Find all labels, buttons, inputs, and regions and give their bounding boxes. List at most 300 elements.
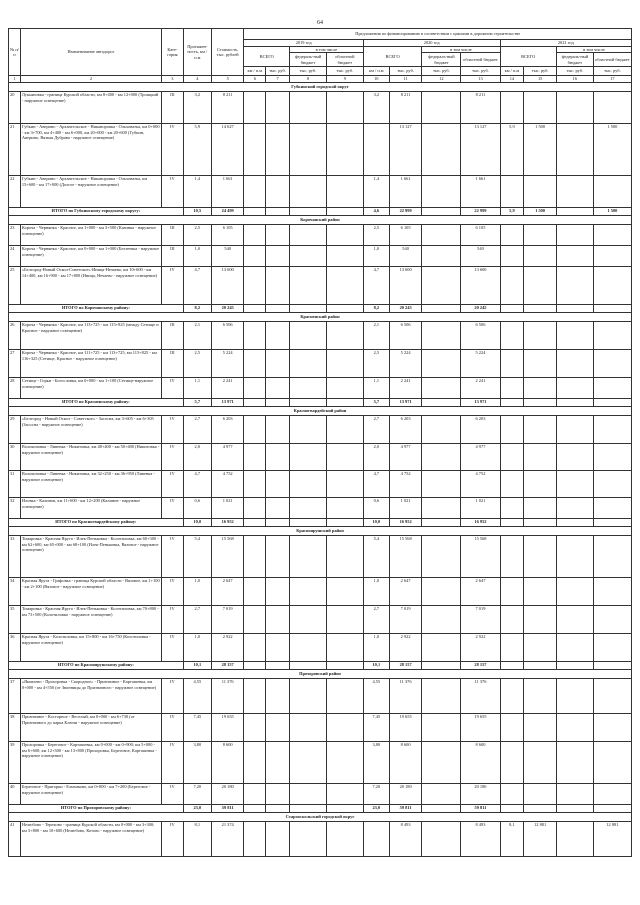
financing-value: 2,5 bbox=[363, 225, 389, 246]
row-number: 21 bbox=[9, 124, 21, 176]
year-2021: 2021 год bbox=[500, 40, 632, 47]
financing-value bbox=[593, 784, 631, 805]
row-number: 35 bbox=[9, 606, 21, 634]
road-category: IV bbox=[162, 536, 184, 578]
financing-value bbox=[422, 822, 461, 857]
financing-value: 2,1 bbox=[363, 322, 389, 350]
financing-value bbox=[500, 578, 524, 606]
total-value bbox=[500, 805, 524, 813]
column-number: 2 bbox=[20, 76, 161, 83]
unit-rub: тыс. руб. bbox=[326, 67, 363, 76]
financing-value bbox=[593, 322, 631, 350]
financing-value bbox=[422, 444, 461, 471]
total-value bbox=[422, 208, 461, 216]
total-value bbox=[266, 399, 290, 407]
financing-value: 1 500 bbox=[593, 124, 631, 176]
financing-value bbox=[290, 267, 327, 305]
road-name: Томаровка - Красная Яруга - Илек-Пеньковка - Колотиловка, км 60+300 - км 62+600, км 65+000 - км 68+100 (Илек-Пеньковка, Вязовое - наружное освещение) bbox=[20, 536, 161, 578]
unit-km: км / п.м bbox=[363, 67, 389, 76]
financing-value bbox=[556, 225, 593, 246]
unit-rub: тыс. руб. bbox=[524, 67, 557, 76]
road-category: IV bbox=[162, 416, 184, 444]
financing-value bbox=[500, 378, 524, 399]
road-cost: 4 752 bbox=[211, 471, 244, 498]
road-category: IV bbox=[162, 606, 184, 634]
financing-value: 2,7 bbox=[363, 416, 389, 444]
row-number: 37 bbox=[9, 679, 21, 714]
financing-value bbox=[500, 606, 524, 634]
total-value bbox=[593, 399, 631, 407]
total-row bbox=[9, 399, 632, 407]
road-cost: 2 922 bbox=[211, 634, 244, 662]
road-length: 1,0 bbox=[183, 634, 211, 662]
financing-value bbox=[244, 679, 266, 714]
unit-rub: тыс. руб. bbox=[593, 67, 631, 76]
financing-value bbox=[422, 416, 461, 444]
financing-value: 11 376 bbox=[389, 679, 422, 714]
financing-value: 2,7 bbox=[363, 606, 389, 634]
financing-value bbox=[556, 679, 593, 714]
financing-value bbox=[244, 714, 266, 742]
year-2020: 2020 год bbox=[363, 40, 500, 47]
financing-value bbox=[556, 742, 593, 784]
financing-value bbox=[244, 176, 266, 208]
total-value bbox=[422, 519, 461, 527]
road-cost: 5 224 bbox=[211, 350, 244, 378]
column-number: 5 bbox=[211, 76, 244, 83]
financing-value bbox=[266, 714, 290, 742]
total-value bbox=[244, 399, 266, 407]
financing-value bbox=[422, 471, 461, 498]
reg-2019: областной бюджет bbox=[326, 53, 363, 67]
financing-value bbox=[556, 714, 593, 742]
financing-value bbox=[326, 578, 363, 606]
financing-table bbox=[8, 28, 632, 857]
total-cost: 16 952 bbox=[211, 519, 244, 527]
road-cost: 2 241 bbox=[211, 378, 244, 399]
financing-value bbox=[422, 742, 461, 784]
column-number: 16 bbox=[556, 76, 593, 83]
road-category: III bbox=[162, 225, 184, 246]
road-cost: 6 203 bbox=[211, 416, 244, 444]
unit-rub: тыс. руб. bbox=[556, 67, 593, 76]
total-cost: 28 157 bbox=[211, 662, 244, 670]
column-numbers-row bbox=[9, 76, 632, 83]
section-title: Красногвардейский район bbox=[9, 407, 632, 416]
total-value bbox=[524, 305, 557, 313]
col-cost: Стоимость, тыс. рублей bbox=[211, 29, 244, 76]
row-number: 33 bbox=[9, 536, 21, 578]
road-cost: 1 021 bbox=[211, 498, 244, 519]
table-row bbox=[9, 784, 632, 805]
financing-value: 4 977 bbox=[461, 444, 500, 471]
road-category: IV bbox=[162, 444, 184, 471]
financing-value bbox=[266, 471, 290, 498]
financing-value bbox=[422, 378, 461, 399]
financing-value bbox=[556, 350, 593, 378]
financing-value bbox=[326, 225, 363, 246]
road-name: Сетище - Горки - Богословка, км 0+000 - км 1+100 (Сетище-наружное освещение) bbox=[20, 378, 161, 399]
financing-value: 13 127 bbox=[461, 124, 500, 176]
financing-value bbox=[500, 536, 524, 578]
financing-value: 8 493 bbox=[461, 822, 500, 857]
financing-value bbox=[593, 498, 631, 519]
reg-2020: областной бюджет bbox=[461, 53, 500, 67]
financing-value: 13 600 bbox=[389, 267, 422, 305]
road-cost: 21 374 bbox=[211, 822, 244, 857]
road-category: III bbox=[162, 322, 184, 350]
financing-value bbox=[593, 578, 631, 606]
table-row bbox=[9, 124, 632, 176]
road-name: Томаровка - Красная Яруга - Илек-Пеньковка - Колотиловка, км 70+800 - км 73+500 (Колотиловка - наружное освещение) bbox=[20, 606, 161, 634]
total-cost: 13 971 bbox=[211, 399, 244, 407]
column-number: 17 bbox=[593, 76, 631, 83]
total-value: 1 500 bbox=[593, 208, 631, 216]
financing-value bbox=[266, 378, 290, 399]
fed-2019: федераль-ный бюджет bbox=[290, 53, 327, 67]
row-number: 27 bbox=[9, 350, 21, 378]
total-value bbox=[266, 305, 290, 313]
road-name: Губкин - Аверино - Архангельское - Никаноровка - Ольховатка, км 0+000 - км 3+700, км 4+400 - км 6+000, км 20+000 - км 20+600 (Губкин, Аверино, Вязкая Дубрава - наружное освещение) bbox=[20, 124, 161, 176]
financing-value bbox=[244, 416, 266, 444]
row-number: 39 bbox=[9, 742, 21, 784]
financing-value: 19 655 bbox=[389, 714, 422, 742]
financing-value bbox=[326, 246, 363, 267]
financing-value: 7,45 bbox=[363, 714, 389, 742]
financing-value bbox=[326, 92, 363, 124]
road-cost: 1 661 bbox=[211, 176, 244, 208]
financing-value: 1 500 bbox=[524, 124, 557, 176]
financing-value bbox=[422, 634, 461, 662]
road-category: IV bbox=[162, 267, 184, 305]
total-value bbox=[266, 805, 290, 813]
financing-value bbox=[266, 536, 290, 578]
financing-value: 2 922 bbox=[389, 634, 422, 662]
road-name: «Белгород-Новый Оскол-Советское»-Иница-Нечаево, км 10+600 - км 14+400, км 16+900 - км 17+800 (Иница, Нечаево - наружное освещение) bbox=[20, 267, 161, 305]
column-number: 3 bbox=[162, 76, 184, 83]
financing-value: 4 752 bbox=[389, 471, 422, 498]
table-row bbox=[9, 471, 632, 498]
total-value bbox=[326, 805, 363, 813]
total-2019: ВСЕГО bbox=[244, 46, 290, 67]
total-value bbox=[290, 399, 327, 407]
financing-value: 6 105 bbox=[389, 225, 422, 246]
financing-value bbox=[290, 92, 327, 124]
financing-value: 7,20 bbox=[363, 784, 389, 805]
financing-value: 1,1 bbox=[363, 378, 389, 399]
financing-value bbox=[500, 350, 524, 378]
total-row bbox=[9, 208, 632, 216]
table-row bbox=[9, 679, 632, 714]
road-cost: 6 105 bbox=[211, 225, 244, 246]
financing-value: 7 019 bbox=[461, 606, 500, 634]
financing-value bbox=[593, 92, 631, 124]
row-number: 20 bbox=[9, 92, 21, 124]
financing-value bbox=[326, 784, 363, 805]
row-number: 23 bbox=[9, 225, 21, 246]
total-value bbox=[326, 399, 363, 407]
financing-value bbox=[290, 714, 327, 742]
financing-value bbox=[422, 679, 461, 714]
road-name: Иловка - Калинов, км 11+600 - км 12+200 (Калинов - наружное освещение) bbox=[20, 498, 161, 519]
road-category: IV bbox=[162, 679, 184, 714]
financing-value bbox=[556, 578, 593, 606]
total-2020: ВСЕГО bbox=[363, 46, 422, 67]
financing-value: 5 224 bbox=[389, 350, 422, 378]
financing-value bbox=[556, 267, 593, 305]
table-row bbox=[9, 444, 632, 471]
financing-value: 5,4 bbox=[363, 536, 389, 578]
road-cost: 8 600 bbox=[211, 742, 244, 784]
section-row bbox=[9, 216, 632, 225]
financing-value bbox=[326, 471, 363, 498]
road-category: IV bbox=[162, 784, 184, 805]
table-row bbox=[9, 498, 632, 519]
total-value bbox=[266, 519, 290, 527]
total-length: 10,0 bbox=[183, 519, 211, 527]
road-cost: 540 bbox=[211, 246, 244, 267]
financing-value bbox=[556, 378, 593, 399]
total-length: 10,5 bbox=[183, 208, 211, 216]
financing-value bbox=[500, 92, 524, 124]
financing-value bbox=[500, 225, 524, 246]
row-number: 32 bbox=[9, 498, 21, 519]
total-cost: 59 811 bbox=[211, 805, 244, 813]
total-value: 20 245 bbox=[389, 305, 422, 313]
financing-value bbox=[244, 742, 266, 784]
total-value bbox=[266, 662, 290, 670]
total-2021: ВСЕГО bbox=[500, 46, 556, 67]
financing-value bbox=[524, 578, 557, 606]
financing-value bbox=[244, 784, 266, 805]
road-name: Короча - Чернянка - Красное, км 111+725 - км 113+725, км 115+825 - км 116+325 (Сетище, Красное - наружное освещение) bbox=[20, 350, 161, 378]
road-category: IV bbox=[162, 176, 184, 208]
financing-value: 1,0 bbox=[363, 246, 389, 267]
financing-value bbox=[290, 378, 327, 399]
financing-value bbox=[244, 322, 266, 350]
financing-value bbox=[290, 578, 327, 606]
total-value: 10,1 bbox=[363, 662, 389, 670]
total-length: 5,7 bbox=[183, 399, 211, 407]
financing-value bbox=[593, 444, 631, 471]
financing-value bbox=[500, 416, 524, 444]
financing-value bbox=[593, 536, 631, 578]
road-length: 3,80 bbox=[183, 742, 211, 784]
road-name: Береговое - Пригорки - Ельниково, км 0+000 - км 7+200 (Береговое - наружное освещение) bbox=[20, 784, 161, 805]
road-name: Нелюбово - Терехово - граница Курской области, км 0+000 - км 3+300; км 3+800 - км 10+600 (Нелюбово, Котово - наружное освещение) bbox=[20, 822, 161, 857]
road-category: IV bbox=[162, 378, 184, 399]
table-row bbox=[9, 378, 632, 399]
section-row bbox=[9, 527, 632, 536]
total-value: 59 811 bbox=[389, 805, 422, 813]
financing-value: 1 021 bbox=[461, 498, 500, 519]
financing-value: 6 203 bbox=[461, 416, 500, 444]
unit-rub: тыс. руб. bbox=[461, 67, 500, 76]
road-length: 4,7 bbox=[183, 471, 211, 498]
financing-value bbox=[500, 176, 524, 208]
total-value bbox=[556, 208, 593, 216]
road-cost: 6 506 bbox=[211, 322, 244, 350]
financing-value bbox=[326, 350, 363, 378]
road-length: 8,1 bbox=[183, 822, 211, 857]
section-title: Красноярушский район bbox=[9, 527, 632, 536]
financing-value bbox=[556, 444, 593, 471]
financing-value bbox=[244, 92, 266, 124]
total-value bbox=[244, 805, 266, 813]
total-value bbox=[556, 305, 593, 313]
financing-value: 2 647 bbox=[389, 578, 422, 606]
total-cost: 24 499 bbox=[211, 208, 244, 216]
financing-value bbox=[290, 498, 327, 519]
financing-value bbox=[244, 350, 266, 378]
total-row bbox=[9, 519, 632, 527]
financing-value: 15 568 bbox=[461, 536, 500, 578]
section-row bbox=[9, 83, 632, 92]
road-length: 2,5 bbox=[183, 225, 211, 246]
section-title: Старооскольский городской округ bbox=[9, 813, 632, 822]
total-value bbox=[326, 305, 363, 313]
total-label: ИТОГО по Красненскому району: bbox=[9, 399, 184, 407]
road-length: 2,5 bbox=[183, 350, 211, 378]
road-name: Прохоровка - Береговое - Карташевка, км 0+000 - км 0+900; км 5+000 - км 6+600; км 12+300 - км 13+800 (Прохоровка, Береговое, Карташевка - наружное освещение) bbox=[20, 742, 161, 784]
total-value bbox=[422, 805, 461, 813]
total-value bbox=[244, 208, 266, 216]
total-value bbox=[524, 519, 557, 527]
financing-value bbox=[244, 225, 266, 246]
financing-value bbox=[524, 471, 557, 498]
financing-value: 1,0 bbox=[363, 578, 389, 606]
column-number: 15 bbox=[524, 76, 557, 83]
financing-value: 540 bbox=[389, 246, 422, 267]
financing-value bbox=[524, 225, 557, 246]
road-name: «Белгород - Новый Оскол - Советское» - Засосна, км 3+605 - км 6+305 (Засосна - наружное освещение) bbox=[20, 416, 161, 444]
total-value: 13 971 bbox=[389, 399, 422, 407]
financing-value bbox=[422, 498, 461, 519]
road-name: Лукьяновка - граница Курской области, км 8+400 - км 12+000 (Троицкий - наружное освещение) bbox=[20, 92, 161, 124]
col-name: Наименование автодорог bbox=[20, 29, 161, 76]
financing-value bbox=[244, 267, 266, 305]
table-row bbox=[9, 246, 632, 267]
road-category: IV bbox=[162, 578, 184, 606]
road-name: Красная Яруга - Графовка - граница Курской области - Вязовое, км 1+100 - км 2+100 (Вязовое - наружное освещение) bbox=[20, 578, 161, 606]
total-value bbox=[422, 399, 461, 407]
road-cost: 14 627 bbox=[211, 124, 244, 176]
financing-value bbox=[524, 498, 557, 519]
financing-value bbox=[266, 606, 290, 634]
row-number: 31 bbox=[9, 471, 21, 498]
financing-value bbox=[266, 498, 290, 519]
financing-value: 8 493 bbox=[389, 822, 422, 857]
financing-value bbox=[500, 322, 524, 350]
col-no: № п/п bbox=[9, 29, 21, 76]
road-cost: 2 647 bbox=[211, 578, 244, 606]
financing-value: 20 180 bbox=[389, 784, 422, 805]
incl-2020: в том числе bbox=[422, 46, 500, 53]
financing-value bbox=[326, 536, 363, 578]
financing-value bbox=[422, 578, 461, 606]
total-value bbox=[593, 662, 631, 670]
financing-value bbox=[556, 606, 593, 634]
road-length: 1,0 bbox=[183, 246, 211, 267]
total-value bbox=[244, 305, 266, 313]
table-body bbox=[9, 83, 632, 857]
financing-value: 12 881 bbox=[593, 822, 631, 857]
financing-value bbox=[266, 225, 290, 246]
row-number: 22 bbox=[9, 176, 21, 208]
financing-value: 2 241 bbox=[389, 378, 422, 399]
row-number: 30 bbox=[9, 444, 21, 471]
financing-value bbox=[593, 176, 631, 208]
total-label: ИТОГО по Корочанскому району: bbox=[9, 305, 184, 313]
road-category: III bbox=[162, 92, 184, 124]
financing-value bbox=[326, 634, 363, 662]
financing-value bbox=[266, 246, 290, 267]
financing-value bbox=[266, 634, 290, 662]
financing-value bbox=[593, 378, 631, 399]
financing-value bbox=[593, 246, 631, 267]
financing-value bbox=[422, 246, 461, 267]
financing-value: 1 661 bbox=[461, 176, 500, 208]
column-number: 4 bbox=[183, 76, 211, 83]
incl-2019: в том числе bbox=[290, 46, 364, 53]
road-length: 2,0 bbox=[183, 444, 211, 471]
column-number: 14 bbox=[500, 76, 524, 83]
financing-value: 6 506 bbox=[461, 322, 500, 350]
financing-value bbox=[556, 124, 593, 176]
financing-value: 1 661 bbox=[389, 176, 422, 208]
total-value bbox=[500, 399, 524, 407]
total-row bbox=[9, 305, 632, 313]
financing-value bbox=[593, 634, 631, 662]
financing-value bbox=[326, 822, 363, 857]
financing-value bbox=[556, 322, 593, 350]
total-row bbox=[9, 805, 632, 813]
total-cost: 20 245 bbox=[211, 305, 244, 313]
road-name: Короча - Чернянка - Красное, км 113+725 - км 115+825 (между Сетище и Красное - наружное освещение) bbox=[20, 322, 161, 350]
road-cost: 4 977 bbox=[211, 444, 244, 471]
total-value bbox=[290, 305, 327, 313]
financing-value bbox=[500, 444, 524, 471]
total-value: 22 999 bbox=[461, 208, 500, 216]
financing-value bbox=[326, 444, 363, 471]
section-row bbox=[9, 670, 632, 679]
financing-value: 19 655 bbox=[461, 714, 500, 742]
road-category: IV bbox=[162, 714, 184, 742]
financing-value: 1 021 bbox=[389, 498, 422, 519]
financing-value bbox=[244, 822, 266, 857]
total-length: 23,0 bbox=[183, 805, 211, 813]
financing-value: 4,7 bbox=[363, 471, 389, 498]
total-value: 8,2 bbox=[363, 305, 389, 313]
financing-value: 11 376 bbox=[461, 679, 500, 714]
total-value bbox=[556, 399, 593, 407]
road-name: Красная Яруга - Колотиловка, км 15+800 - км 16+750 (Колотиловка - наружное освещение) bbox=[20, 634, 161, 662]
financing-value: 3,80 bbox=[363, 742, 389, 784]
total-value bbox=[556, 662, 593, 670]
financing-value: 3,2 bbox=[363, 92, 389, 124]
financing-value: 4 752 bbox=[461, 471, 500, 498]
financing-value: 0,6 bbox=[363, 498, 389, 519]
total-value bbox=[500, 305, 524, 313]
financing-value: 6 203 bbox=[389, 416, 422, 444]
financing-value bbox=[500, 784, 524, 805]
total-value bbox=[556, 519, 593, 527]
road-category: IV bbox=[162, 822, 184, 857]
road-cost: 8 211 bbox=[211, 92, 244, 124]
road-length: 5,4 bbox=[183, 536, 211, 578]
financing-value bbox=[556, 498, 593, 519]
financing-value: 7 019 bbox=[389, 606, 422, 634]
